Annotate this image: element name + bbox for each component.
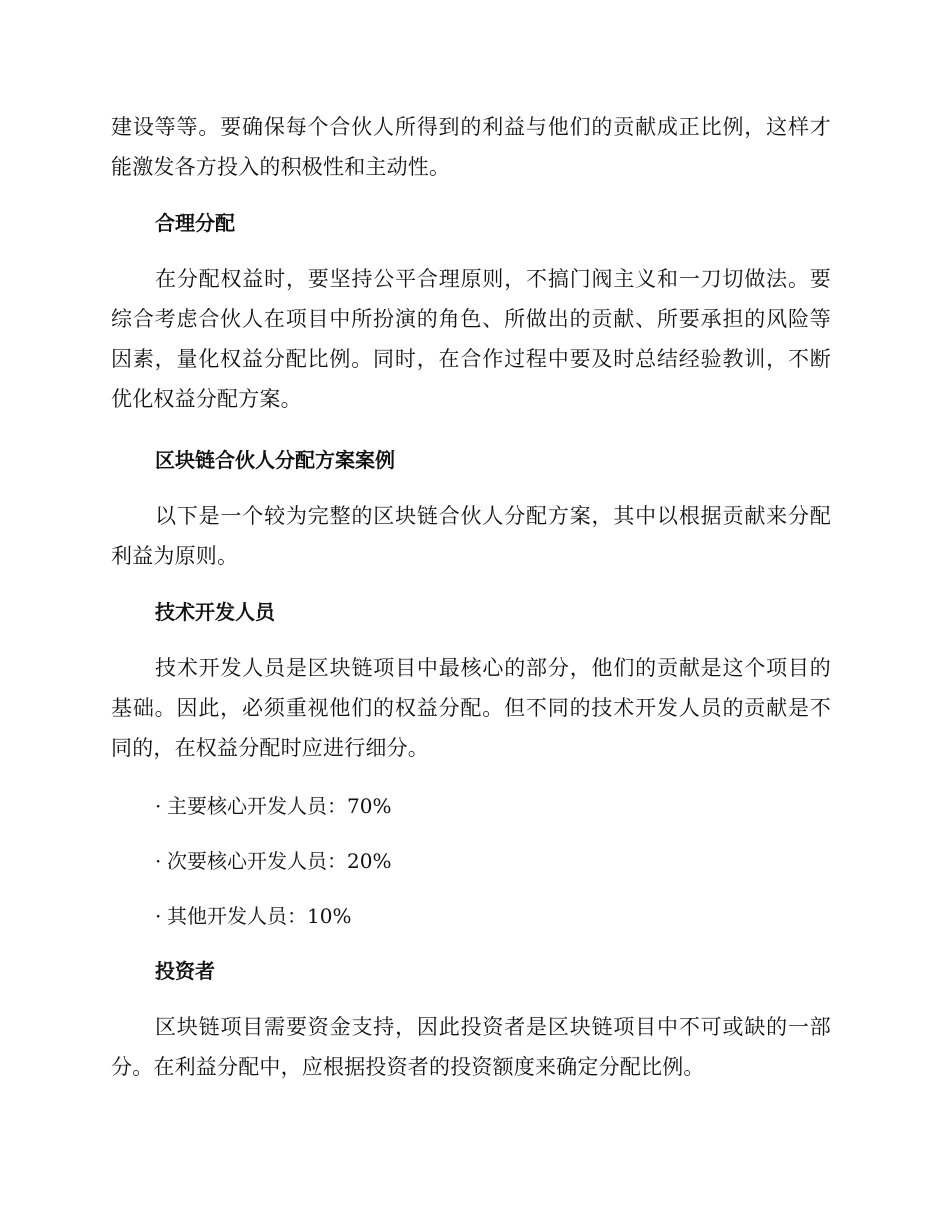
paragraph-investors: 区块链项目需要资金支持，因此投资者是区块链项目中不可或缺的一部分。在利益分配中，应根据投资者的投资额度来确定分配比例。 bbox=[111, 1015, 831, 1079]
heading-tech-developers: 技术开发人员 bbox=[155, 600, 275, 624]
paragraph-contribution-ratio: 建设等等。要确保每个合伙人所得到的利益与他们的贡献成正比例，这样才能激发各方投入的积极性和主动性。 bbox=[111, 115, 831, 179]
paragraph-fair-principle: 在分配权益时，要坚持公平合理原则，不搞门阀主义和一刀切做法。要综合考虑合伙人在项目中所扮演的角色、所做出的贡献、所要承担的风险等因素，量化权益分配比例。同时，在合作过程中要及时总结经验教训，不断优化权益分配方案。 bbox=[111, 267, 831, 411]
bullet-marker: · bbox=[155, 904, 162, 928]
heading-reasonable-distribution: 合理分配 bbox=[155, 211, 235, 235]
bullet-item-primary-developers bbox=[155, 791, 391, 821]
bullet-marker: · bbox=[155, 849, 162, 873]
heading-investors: 投资者 bbox=[155, 959, 215, 983]
bullet-text: 次要核心开发人员：20% bbox=[167, 849, 392, 873]
heading-case-study: 区块链合伙人分配方案案例 bbox=[155, 448, 395, 472]
paragraph-tech-developers: 技术开发人员是区块链项目中最核心的部分，他们的贡献是这个项目的基础。因此，必须重视他们的权益分配。但不同的技术开发人员的贡献是不同的，在权益分配时应进行细分。 bbox=[111, 656, 831, 760]
bullet-item-other-developers bbox=[155, 901, 351, 931]
bullet-text: 主要核心开发人员：70% bbox=[167, 794, 392, 818]
bullet-marker: · bbox=[155, 794, 162, 818]
bullet-text: 其他开发人员：10% bbox=[167, 904, 352, 928]
paragraph-case-intro: 以下是一个较为完整的区块链合伙人分配方案，其中以根据贡献来分配利益为原则。 bbox=[111, 504, 831, 568]
bullet-item-secondary-developers bbox=[155, 846, 391, 876]
